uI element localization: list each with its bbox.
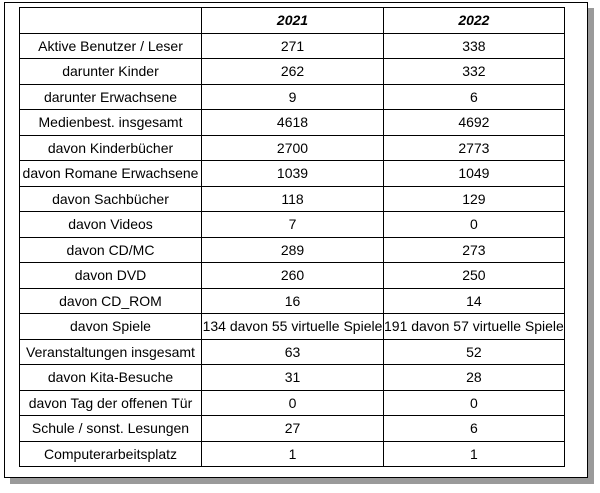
statistics-table — [19, 7, 565, 467]
row-label-cell: Schule / sonst. Lesungen — [20, 416, 202, 442]
header-cell-empty — [20, 8, 202, 34]
row-label-cell: davon Kita-Besuche — [20, 365, 202, 391]
table-row — [20, 59, 565, 85]
row-label-cell: davon CD/MC — [20, 237, 202, 263]
value-2022-cell: 1049 — [384, 161, 565, 187]
table-row — [20, 314, 565, 340]
value-2022-cell: 1 — [384, 441, 565, 467]
document-frame — [4, 2, 588, 478]
table-row — [20, 288, 565, 314]
table-row — [20, 365, 565, 391]
value-2021-cell: 262 — [202, 59, 384, 85]
table-row — [20, 416, 565, 442]
row-label-cell: davon Spiele — [20, 314, 202, 340]
row-label-cell: darunter Erwachsene — [20, 84, 202, 110]
table-row — [20, 441, 565, 467]
table-row — [20, 186, 565, 212]
value-2021-cell: 134 davon 55 virtuelle Spiele — [202, 314, 384, 340]
value-2022-cell: 28 — [384, 365, 565, 391]
table-row — [20, 33, 565, 59]
header-cell-year-2022: 2022 — [384, 8, 565, 34]
table-row — [20, 110, 565, 136]
table-row — [20, 390, 565, 416]
row-label-cell: Medienbest. insgesamt — [20, 110, 202, 136]
row-label-cell: davon DVD — [20, 263, 202, 289]
row-label-cell: davon Sachbücher — [20, 186, 202, 212]
row-label-cell: Aktive Benutzer / Leser — [20, 33, 202, 59]
value-2021-cell: 0 — [202, 390, 384, 416]
value-2022-cell: 2773 — [384, 135, 565, 161]
table-header-row — [20, 8, 565, 34]
value-2021-cell: 63 — [202, 339, 384, 365]
value-2021-cell: 289 — [202, 237, 384, 263]
value-2022-cell: 0 — [384, 390, 565, 416]
value-2022-cell: 6 — [384, 416, 565, 442]
value-2021-cell: 1039 — [202, 161, 384, 187]
value-2021-cell: 2700 — [202, 135, 384, 161]
table-body — [20, 33, 565, 467]
row-label-cell: davon Romane Erwachsene — [20, 161, 202, 187]
table-row — [20, 237, 565, 263]
value-2021-cell: 271 — [202, 33, 384, 59]
value-2021-cell: 7 — [202, 212, 384, 238]
row-label-cell: davon CD_ROM — [20, 288, 202, 314]
table-row — [20, 339, 565, 365]
table-row — [20, 135, 565, 161]
row-label-cell: davon Kinderbücher — [20, 135, 202, 161]
row-label-cell: Computerarbeitsplatz — [20, 441, 202, 467]
table-row — [20, 263, 565, 289]
value-2021-cell: 16 — [202, 288, 384, 314]
value-2022-cell: 273 — [384, 237, 565, 263]
value-2022-cell: 52 — [384, 339, 565, 365]
row-label-cell: davon Videos — [20, 212, 202, 238]
value-2022-cell: 191 davon 57 virtuelle Spiele — [384, 314, 565, 340]
value-2021-cell: 31 — [202, 365, 384, 391]
header-cell-year-2021: 2021 — [202, 8, 384, 34]
table-row — [20, 161, 565, 187]
value-2022-cell: 250 — [384, 263, 565, 289]
value-2022-cell: 0 — [384, 212, 565, 238]
table-row — [20, 84, 565, 110]
value-2021-cell: 9 — [202, 84, 384, 110]
value-2022-cell: 338 — [384, 33, 565, 59]
value-2021-cell: 260 — [202, 263, 384, 289]
value-2021-cell: 118 — [202, 186, 384, 212]
value-2021-cell: 1 — [202, 441, 384, 467]
value-2021-cell: 4618 — [202, 110, 384, 136]
value-2022-cell: 332 — [384, 59, 565, 85]
value-2022-cell: 4692 — [384, 110, 565, 136]
value-2021-cell: 27 — [202, 416, 384, 442]
table-row — [20, 212, 565, 238]
value-2022-cell: 6 — [384, 84, 565, 110]
value-2022-cell: 14 — [384, 288, 565, 314]
row-label-cell: davon Tag der offenen Tür — [20, 390, 202, 416]
row-label-cell: darunter Kinder — [20, 59, 202, 85]
value-2022-cell: 129 — [384, 186, 565, 212]
row-label-cell: Veranstaltungen insgesamt — [20, 339, 202, 365]
